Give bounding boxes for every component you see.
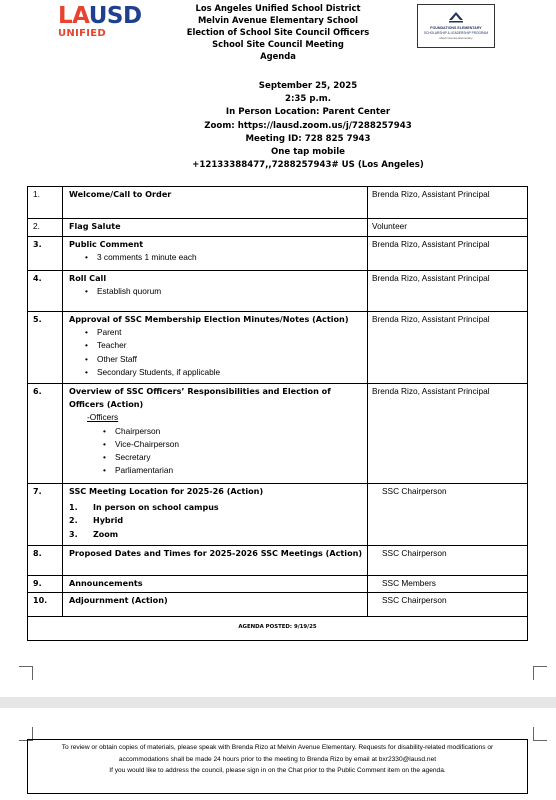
agenda-presenter: Volunteer (368, 219, 528, 237)
badge-text-2: SCHOLARSHIP & LEADERSHIP PROGRAM (423, 31, 489, 35)
badge-text-1: FOUNDATIONS ELEMENTARY (430, 26, 482, 30)
meeting-time: 2:35 p.m. (284, 94, 331, 105)
list-item: • Parliamentarian (103, 464, 363, 477)
meeting-location: In Person Location: Parent Center (225, 107, 391, 118)
page-corner-marker (19, 666, 33, 680)
agenda-number: 8. (28, 546, 63, 576)
agenda-row (28, 546, 528, 576)
agenda-row (28, 593, 528, 617)
agenda-row (28, 484, 528, 546)
agenda-number: 10. (28, 593, 63, 617)
agenda-number: 7. (28, 484, 63, 546)
list-item: 3. Zoom (69, 529, 119, 539)
agenda-title: Proposed Dates and Times for 2025-2026 SSC Meetings (Action) (69, 548, 363, 558)
agenda-number: 5. (28, 312, 63, 384)
agenda-topic (63, 271, 368, 312)
agenda-row (28, 576, 528, 593)
list-item: • Other Staff (85, 353, 363, 366)
notice-chat-text: If you would like to address the council, please sign in on the Chat prior to the Public Comment item on the agenda. (109, 767, 446, 774)
lausd-logo (58, 5, 158, 39)
page-corner-marker (533, 727, 547, 741)
meeting-zoom-link[interactable]: Zoom: https://lausd.zoom.us/j/7288257943 (204, 120, 412, 131)
agenda-presenter: Brenda Rizo, Assistant Principal (368, 312, 528, 384)
header-district: Los Angeles Unified School District (195, 3, 361, 13)
program-badge (417, 4, 495, 48)
agenda-bullets (69, 285, 363, 298)
agenda-number: 2. (28, 219, 63, 237)
accessibility-notice (27, 739, 528, 794)
agenda-presenter: SSC Chairperson (368, 484, 528, 546)
list-item: • 3 comments 1 minute each (85, 251, 363, 264)
agenda-row (28, 384, 528, 484)
agenda-bullets (69, 251, 363, 264)
program-emblem-icon (448, 11, 464, 23)
agenda-bullets (69, 326, 363, 379)
agenda-title: Approval of SSC Membership Election Minutes/Notes (Action) (69, 314, 349, 324)
header-agenda: Agenda (260, 51, 296, 61)
agenda-topic (63, 312, 368, 384)
list-item: • Vice-Chairperson (103, 438, 363, 451)
agenda-row (28, 312, 528, 384)
agenda-topic (63, 237, 368, 271)
agenda-presenter: SSC Chairperson (368, 546, 528, 576)
agenda-row (28, 237, 528, 271)
badge-text-3: Melvin Avenue Elementary (439, 36, 473, 40)
agenda-footer-row (28, 617, 528, 641)
agenda-title: Adjournment (Action) (69, 595, 168, 606)
agenda-topic (63, 484, 368, 546)
agenda-sublabel: -Officers (87, 412, 119, 423)
logo-wordmark: LAUSD (58, 3, 142, 29)
agenda-title: Overview of SSC Officers’ Responsibilities and Election of Officers (Action) (69, 386, 331, 410)
agenda-presenter: Brenda Rizo, Assistant Principal (368, 271, 528, 312)
list-item: • Secondary Students, if applicable (85, 366, 363, 379)
page-corner-marker (533, 666, 547, 680)
notice-materials-text: To review or obtain copies of materials, please speak with Brenda Rizo at Melvin Avenue Elementary. Requests for disability-related modifications or accommodations shall be made 24 hours prior to the meeting to Brenda Rizo by email at bxr2330@lausd.net (61, 744, 494, 763)
agenda-row (28, 271, 528, 312)
agenda-topic (63, 546, 368, 576)
agenda-topic (63, 576, 368, 593)
agenda-topic (63, 219, 368, 237)
meeting-id: Meeting ID: 728 825 7943 (245, 133, 371, 144)
agenda-title: Roll Call (69, 273, 107, 283)
list-item: 2. Hybrid (69, 516, 124, 526)
agenda-topic (63, 187, 368, 219)
header-meeting: School Site Council Meeting (212, 39, 344, 49)
agenda-number: 9. (28, 576, 63, 593)
document-header (165, 2, 391, 62)
agenda-number: 3. (28, 237, 63, 271)
agenda-row (28, 219, 528, 237)
list-item: • Chairperson (103, 425, 363, 438)
agenda-row (28, 187, 528, 219)
agenda-topic (63, 384, 368, 484)
agenda-title: Announcements (69, 578, 143, 588)
agenda-posted-date: AGENDA POSTED: 9/19/25 (28, 617, 528, 641)
list-item: • Parent (85, 326, 363, 339)
agenda-title: Flag Salute (69, 221, 121, 231)
agenda-presenter: SSC Members (368, 576, 528, 593)
header-election: Election of School Site Council Officers (186, 27, 370, 37)
agenda-topic (63, 593, 368, 617)
meeting-phone: +12133388477,,7288257943# US (Los Angeles) (192, 160, 424, 171)
list-item: 1. In person on school campus (69, 503, 219, 513)
agenda-presenter: SSC Chairperson (368, 593, 528, 617)
agenda-bullets (69, 425, 363, 478)
meeting-details (150, 80, 466, 172)
agenda-number: 4. (28, 271, 63, 312)
list-item: • Secretary (103, 451, 363, 464)
agenda-title: Public Comment (69, 239, 144, 249)
agenda-options (69, 501, 363, 541)
agenda-title: Welcome/Call to Order (69, 189, 172, 199)
agenda-table (27, 186, 528, 641)
agenda-title: SSC Meeting Location for 2025-26 (Action) (69, 486, 264, 496)
agenda-presenter: Brenda Rizo, Assistant Principal (368, 384, 528, 484)
logo-subtitle: UNIFIED (58, 28, 106, 39)
list-item: • Teacher (85, 339, 363, 352)
agenda-presenter: Brenda Rizo, Assistant Principal (368, 187, 528, 219)
agenda-number: 6. (28, 384, 63, 484)
meeting-date: September 25, 2025 (258, 81, 358, 91)
meeting-one-tap: One tap mobile (270, 147, 346, 158)
header-school: Melvin Avenue Elementary School (197, 15, 359, 25)
agenda-number: 1. (28, 187, 63, 219)
agenda-presenter: Brenda Rizo, Assistant Principal (368, 237, 528, 271)
list-item: • Establish quorum (85, 285, 363, 298)
